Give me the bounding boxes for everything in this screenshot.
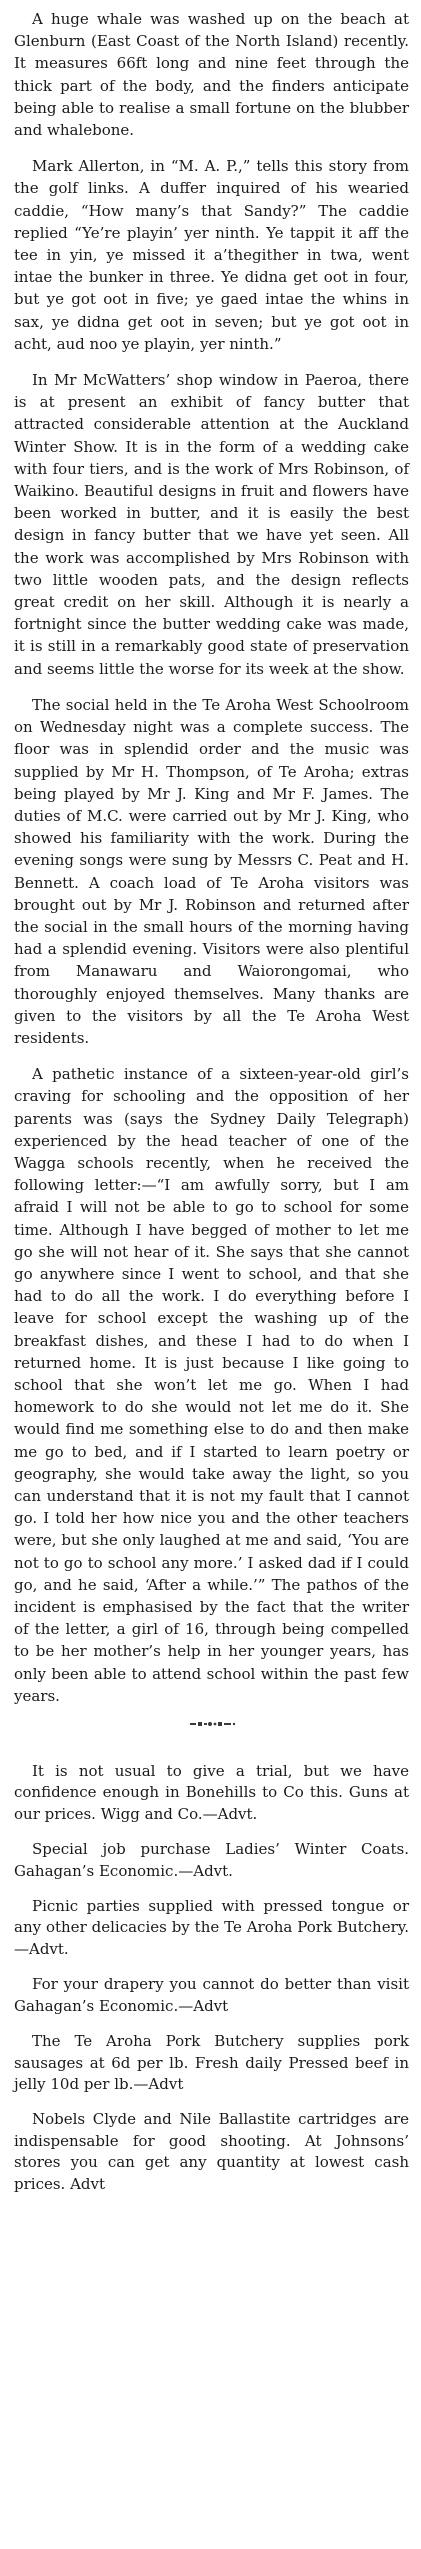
ad-bonehills-guns: It is not usual to give a trial, but we have confidence enough in Bonehills to Co this. Guns at our prices. Wigg and Co.—Advt. [14, 1762, 409, 1823]
article-fancy-butter: In Mr McWatters’ shop window in Paeroa, there is at present an exhibit of fancy butter that attracted considerable attention at the Auckland Winter Show. It is in the form of a wedding cake with four tiers, and is the work of Mrs Robinson, of Waikino. Beautiful designs in fruit and flowers have been worked in butter, and it is easily the best design in fancy butter that we have yet seen. All the work was accomplished by Mrs Robinson with two little wooden pats, and the design reflects great credit on her skill. Although it is nearly a fortnight since the butter wedding cake was made, it is still in a remarkably good state of preservation and seems little the worse for its week at the show. [14, 371, 409, 678]
ad-pork-butchery: The Te Aroha Pork Butchery supplies pork sausages at 6d per lb. Fresh daily Pressed beef in jelly 10d per lb.—Advt [14, 2032, 409, 2093]
advertisements-section [14, 1761, 409, 2195]
article-spacer [14, 355, 409, 369]
article-whale: A huge whale was washed up on the beach at Glenburn (East Coast of the North Island) recently. It measures 66ft long and nine feet through the thick part of the body, and the finders anticipate being able to realise a small fortune on the blubber and whalebone. [14, 10, 409, 140]
article-spacer [14, 141, 409, 155]
ad-winter-coats: Special job purchase Ladies’ Winter Coats. Gahagan’s Economic.—Advt. [14, 1840, 409, 1880]
article-spacer [14, 680, 409, 694]
article-te-aroha-social: The social held in the Te Aroha West Schoolroom on Wednesday night was a complete success. The floor was in splendid order and the music was supplied by Mr H. Thompson, of Te Aroha; extras being played by Mr J. King and Mr F. James. The duties of M.C. were carried out by Mr J. King, who showed his familiarity with the work. During the evening songs were sung by Messrs C. Peat and H. Bennett. A coach load of Te Aroha visitors was brought out by Mr J. Robinson and returned after the social in the small hours of the morning having had a splendid evening. Visitors were also plentiful from Manawaru and Waiorongomai, who thoroughly enjoyed themselves. Many thanks are given to the visitors by all the Te Aroha West residents. [14, 695, 409, 1047]
ad-cartridges: Nobels Clyde and Nile Ballastite cartridges are indispensable for good shooting. At Johnsons’ stores you can get any quantity at lowest cash prices. Advt [14, 2110, 409, 2193]
article-spacer [14, 1049, 409, 1063]
section-divider-ornament [152, 1717, 272, 1731]
article-golf-caddie: Mark Allerton, in “M. A. P.,” tells this story from the golf links. A duffer inquired of his wearied caddie, “How many’s that Sandy?” The caddie replied “Ye’re playin’ yer ninth. Ye tappit it aff the tee in yin, ye missed it a’thegither in twa, went intae the bunker in three. Ye didna get oot in four, but ye got oot in five; ye gaed intae the whins in sax, ye didna get oot in seven; but ye got oot in acht, aud noo ye playin, yer ninth.” [14, 157, 409, 353]
article-schooling-letter: A pathetic instance of a sixteen-year-old girl’s craving for schooling and the opposition of her parents was (says the Sydney Daily Telegraph) experienced by the head teacher of one of the Wagga schools recently, when he received the following letter:—“I am awfully sorry, but I am afraid I will not be able to go to school for some time. Although I have begged of mother to let me go she will not hear of it. She says that she cannot go anywhere since I went to school, and that she had to do all the work. I do everything before I leave for school except the washing up of the breakfast dishes, and these I had to do when I returned home. It is just because I like going to school that she won’t let me go. When I had homework to do she would not let me do it. She would find me something else to do and then make me go to bed, and if I started to learn poetry or geography, she would take away the light, so you can understand that it is not my fault that I cannot go. I told her how nice you and the other teachers were, but she only laughed at me and said, ‘You are not to go to school any more.’ I asked dad if I could go, and he said, ‘After a while.’” The pathos of the incident is emphasised by the fact that the writer of the letter, a girl of 16, through being compelled to be her mother’s help in her younger years, has only been able to attend school within the past few years. [14, 1065, 409, 1705]
ad-drapery: For your drapery you cannot do better than visit Gahagan’s Economic.—Advt [14, 1975, 409, 2015]
ad-picnic-tongue: Picnic parties supplied with pressed tongue or any other delicacies by the Te Aroha Pork Butchery.—Advt. [14, 1897, 409, 1958]
